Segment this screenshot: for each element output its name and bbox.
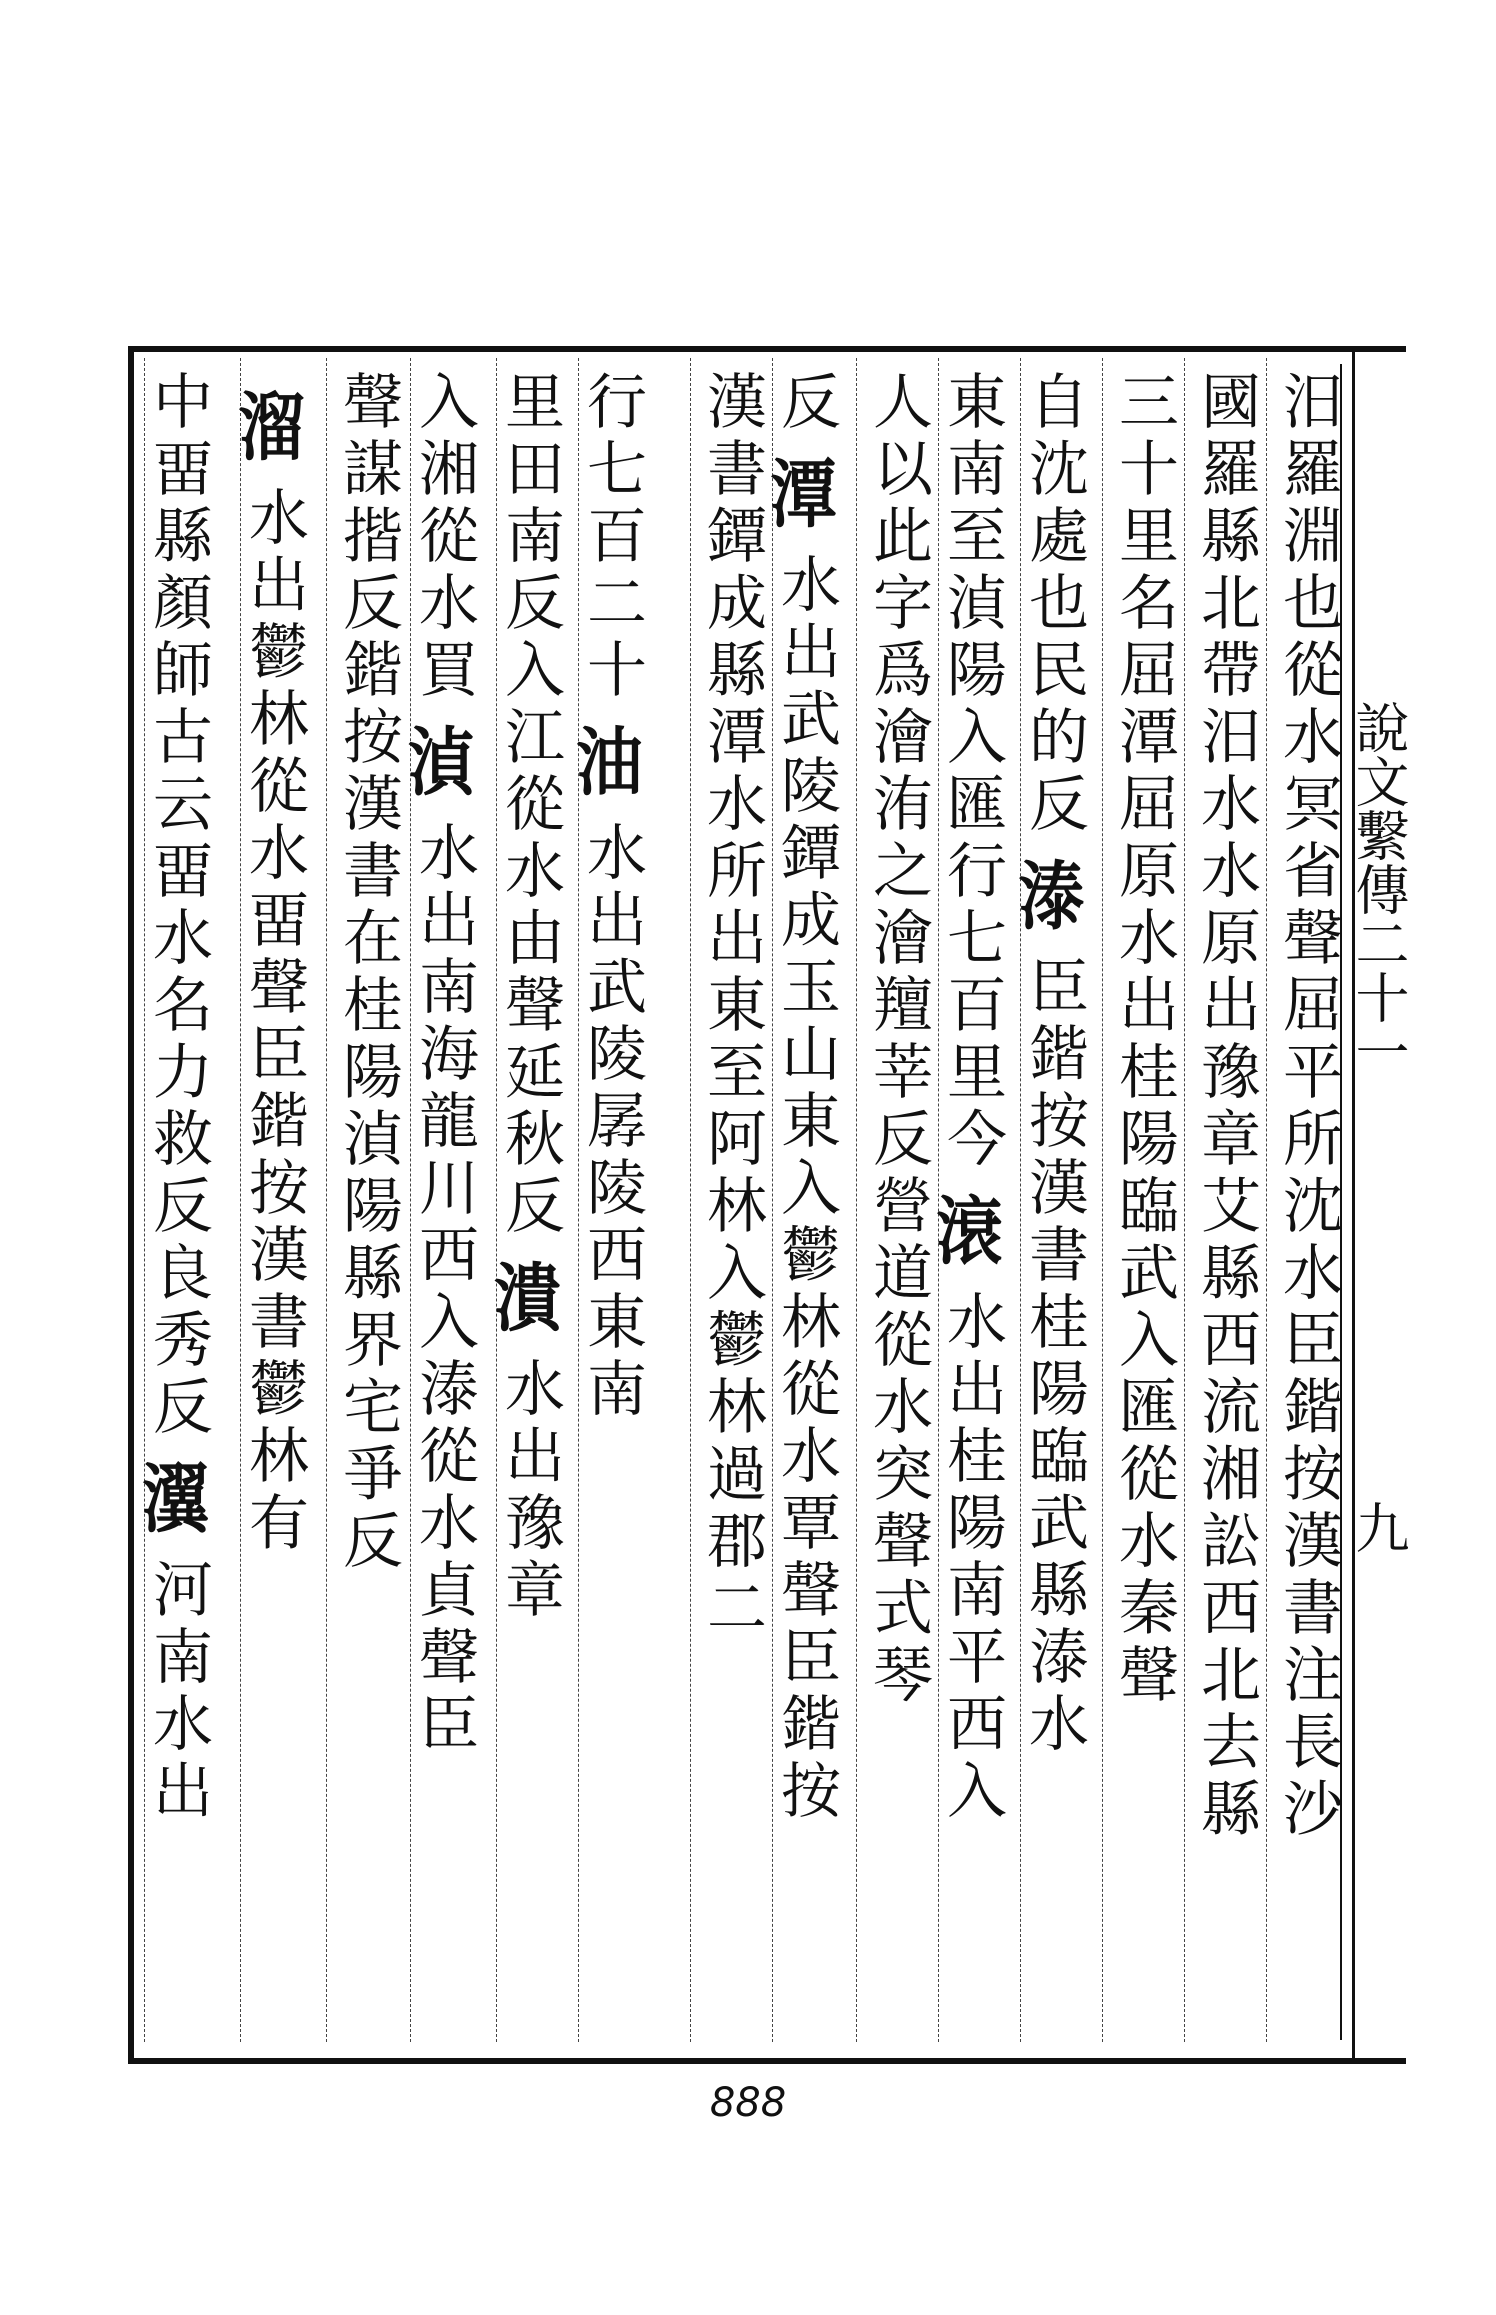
column-text: 反 — [771, 370, 841, 437]
text-column-3 — [1109, 370, 1179, 2040]
column-rule — [1102, 358, 1103, 2042]
column-text: 聲謀揩反 — [333, 370, 403, 638]
column-text: 中畱縣顏師古云畱水名力救反良秀反 — [143, 370, 213, 1442]
column-text: 水出豫章 — [495, 1357, 565, 1625]
column-text: 汨羅淵也從水冥省聲屈平所沈水臣鍇按漢書注長沙 — [1273, 370, 1343, 1844]
seal-script-headword: 溙 — [1018, 854, 1091, 940]
column-text: 水出武陵鐔成玉山東入鬱林從水覃聲臣鍇按 — [771, 553, 841, 1826]
seal-script-headword: 滖 — [936, 1189, 1009, 1275]
column-text: 水出鬱林從水畱聲臣鍇按漢書鬱林有 — [239, 486, 309, 1558]
text-column-5 — [936, 370, 1012, 2040]
margin-leaf-number: 九 — [1347, 1500, 1410, 1554]
column-text: 行七百二十 — [577, 370, 647, 705]
column-rule — [856, 358, 857, 2042]
text-column-8 — [697, 370, 767, 2040]
column-text: 漢書鐔成縣潭水所出東至阿林入鬱林過郡二 — [697, 370, 767, 1643]
column-text: 入江從水由聲延秋反 — [495, 638, 565, 1241]
text-column-13 — [238, 370, 314, 2040]
seal-script-headword: 潰 — [494, 1256, 567, 1342]
column-text: 臣鍇按漢書桂陽臨武縣溙水 — [1019, 955, 1089, 1759]
column-text: 國羅縣北帶汨水水原出豫章艾縣西流湘訟西北去縣 — [1191, 370, 1261, 1844]
column-text: 三十里名屈潭屈原水出桂陽臨武入匯從水秦聲 — [1109, 370, 1179, 1710]
column-text: 河南水出 — [143, 1558, 213, 1826]
column-text: 人以此字爲澮洧之澮羶莘反 — [863, 370, 933, 1174]
column-rule — [690, 358, 691, 2042]
seal-script-headword: 溜 — [238, 385, 311, 471]
column-text: 營道從水突聲式琴 — [863, 1174, 933, 1710]
column-rule — [1266, 358, 1267, 2042]
seal-script-headword: 油 — [576, 720, 649, 806]
column-text: 東南至湞陽入匯行七百里今 — [937, 370, 1007, 1174]
text-column-14 — [142, 370, 218, 2040]
text-column-7 — [770, 370, 846, 2040]
text-column-12 — [333, 370, 403, 2040]
text-column-2 — [1191, 370, 1261, 2040]
text-column-6 — [863, 370, 933, 2040]
text-column-11 — [408, 370, 484, 2040]
seal-script-headword: 湞 — [408, 720, 481, 806]
text-column-10 — [494, 370, 570, 2040]
page-number: 888 — [709, 2080, 787, 2126]
text-column-9 — [576, 370, 652, 2040]
column-rule — [326, 358, 327, 2042]
seal-script-headword: 瀷 — [142, 1457, 215, 1543]
margin-band — [1347, 346, 1410, 2058]
column-text: 水出南海龍川西入溙從水貞聲臣 — [409, 821, 479, 1759]
column-rule — [1184, 358, 1185, 2042]
column-text: 里田南反 — [495, 370, 565, 638]
margin-title: 說文繫傳二十一 — [1347, 700, 1410, 1078]
text-column-4 — [1018, 370, 1094, 2040]
column-text: 水出桂陽南平西入 — [937, 1290, 1007, 1826]
column-text: 鍇按漢書在桂陽湞陽縣界宅爭反 — [333, 638, 403, 1576]
seal-script-headword: 潭 — [770, 452, 843, 538]
column-text: 水出武陵孱陵西東南 — [577, 821, 647, 1424]
column-text: 自沈處也民的反 — [1019, 370, 1089, 839]
column-text: 入湘從水買 — [409, 370, 479, 705]
text-column-1 — [1273, 370, 1343, 2040]
